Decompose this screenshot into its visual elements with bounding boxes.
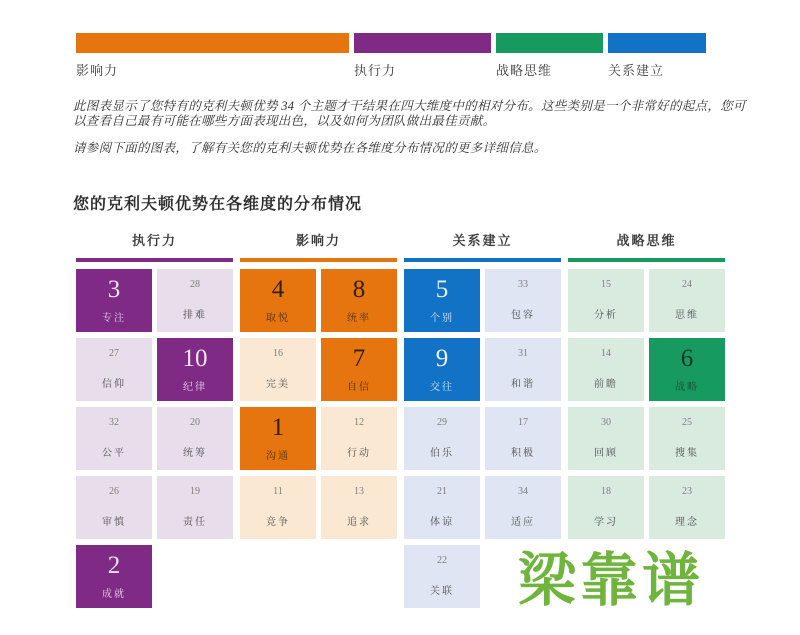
theme-cell	[321, 338, 397, 401]
theme-cell	[568, 338, 644, 401]
bar-swatch-relationship-building	[608, 33, 706, 53]
theme-rank: 13	[354, 486, 364, 497]
theme-rank: 30	[601, 417, 611, 428]
theme-cell	[157, 269, 233, 332]
column-underline-strategic-thinking	[568, 258, 725, 262]
theme-name: 和谐	[511, 379, 535, 390]
theme-rank: 32	[109, 417, 119, 428]
theme-rank: 33	[518, 279, 528, 290]
column-header-influencing: 影响力	[295, 233, 341, 248]
theme-name: 完美	[266, 379, 290, 390]
column-header-executing: 执行力	[131, 233, 177, 248]
theme-rank: 20	[190, 417, 200, 428]
theme-name: 个别	[430, 313, 454, 324]
theme-rank: 34	[518, 486, 528, 497]
theme-rank: 6	[680, 345, 694, 372]
column-underline-influencing	[240, 258, 397, 262]
theme-name: 统率	[347, 313, 371, 324]
domain-column-executing	[76, 230, 233, 608]
theme-name: 战略	[675, 382, 699, 393]
theme-rank: 2	[107, 552, 121, 579]
theme-cell	[240, 269, 316, 332]
theme-rank: 28	[190, 279, 200, 290]
intro-paragraph-2: 请参阅下面的图表，了解有关您的克利夫顿优势在各维度分布情况的更多详细信息。	[73, 141, 547, 155]
theme-cell	[404, 338, 480, 401]
theme-rank: 29	[437, 417, 447, 428]
theme-name: 成就	[102, 589, 126, 600]
theme-cell	[76, 476, 152, 539]
theme-rank: 27	[109, 348, 119, 359]
theme-cell	[157, 476, 233, 539]
bar-label-influencing: 影响力	[76, 63, 119, 78]
bar-segment-relationship-building	[608, 33, 706, 79]
theme-name: 审慎	[102, 517, 126, 528]
theme-cell	[240, 338, 316, 401]
theme-rank: 7	[352, 345, 366, 372]
theme-name: 竞争	[266, 517, 290, 528]
column-underline-relationship-building	[404, 258, 561, 262]
theme-cell	[404, 407, 480, 470]
theme-name: 行动	[347, 448, 371, 459]
theme-name: 思维	[675, 310, 699, 321]
theme-rank: 9	[435, 345, 449, 372]
theme-cell	[649, 476, 725, 539]
theme-cell	[157, 338, 233, 401]
theme-name: 统筹	[183, 448, 207, 459]
theme-name: 回顾	[594, 448, 618, 459]
theme-cell	[568, 407, 644, 470]
watermark-text: 梁靠谱	[518, 548, 705, 613]
theme-name: 专注	[102, 313, 126, 324]
theme-cell	[649, 338, 725, 401]
theme-name: 取悦	[266, 313, 290, 324]
theme-cell	[485, 407, 561, 470]
theme-rank: 31	[518, 348, 528, 359]
theme-cell	[76, 338, 152, 401]
theme-rank: 1	[271, 414, 285, 441]
theme-cell	[485, 338, 561, 401]
theme-name: 交往	[430, 382, 454, 393]
bar-segment-strategic-thinking	[496, 33, 603, 79]
bar-swatch-executing	[354, 33, 491, 53]
theme-cell	[568, 476, 644, 539]
theme-name: 积极	[511, 448, 535, 459]
bar-swatch-strategic-thinking	[496, 33, 603, 53]
theme-name: 分析	[594, 310, 618, 321]
theme-cells-strategic-thinking	[568, 269, 725, 539]
theme-cell	[157, 407, 233, 470]
theme-name: 搜集	[675, 448, 699, 459]
theme-name: 理念	[675, 517, 699, 528]
theme-rank: 5	[435, 276, 449, 303]
theme-name: 追求	[347, 517, 371, 528]
theme-cell	[649, 269, 725, 332]
theme-cell	[568, 269, 644, 332]
theme-name: 自信	[347, 382, 371, 393]
theme-cell	[321, 476, 397, 539]
theme-rank: 11	[273, 486, 283, 497]
theme-rank: 12	[354, 417, 364, 428]
theme-rank: 18	[601, 486, 611, 497]
theme-rank: 24	[682, 279, 692, 290]
theme-cells-influencing	[240, 269, 397, 539]
theme-cell	[404, 269, 480, 332]
theme-name: 伯乐	[430, 448, 454, 459]
theme-cell	[404, 476, 480, 539]
theme-name: 沟通	[266, 451, 290, 462]
theme-cell	[321, 407, 397, 470]
bar-label-executing: 执行力	[354, 63, 397, 78]
column-header-relationship-building: 关系建立	[452, 233, 513, 248]
theme-rank: 10	[182, 345, 208, 372]
theme-cell	[240, 407, 316, 470]
theme-rank: 22	[437, 555, 447, 566]
theme-rank: 19	[190, 486, 200, 497]
domain-column-influencing	[240, 230, 397, 608]
bar-label-relationship-building: 关系建立	[608, 63, 665, 78]
theme-cell	[76, 545, 152, 608]
domain-distribution-bar	[76, 33, 706, 79]
theme-name: 信仰	[102, 379, 126, 390]
intro-paragraph-1: 此图表显示了您特有的克利夫顿优势 34 个主题才干结果在四大维度中的相对分布。这些类别是一个非常好的起点，您可以查看自己最有可能在哪些方面表现出色，以及如何为团队做出最佳贡献。	[73, 99, 746, 128]
theme-rank: 26	[109, 486, 119, 497]
theme-rank: 14	[601, 348, 611, 359]
theme-name: 公平	[102, 448, 126, 459]
theme-name: 责任	[183, 517, 207, 528]
bar-swatch-influencing	[76, 33, 349, 53]
theme-name: 学习	[594, 517, 618, 528]
section-title: 您的克利夫顿优势在各维度的分布情况	[73, 196, 363, 213]
theme-name: 排难	[183, 310, 207, 321]
column-underline-executing	[76, 258, 233, 262]
theme-cell	[404, 545, 480, 608]
theme-cell	[76, 269, 152, 332]
bar-segment-executing	[354, 33, 491, 79]
theme-cell	[321, 269, 397, 332]
theme-rank: 25	[682, 417, 692, 428]
theme-name: 体谅	[430, 517, 454, 528]
theme-name: 包容	[511, 310, 535, 321]
theme-cell	[485, 269, 561, 332]
theme-name: 纪律	[183, 382, 207, 393]
column-header-strategic-thinking: 战略思维	[616, 233, 677, 248]
theme-cell	[485, 476, 561, 539]
theme-cell	[649, 407, 725, 470]
theme-rank: 16	[273, 348, 283, 359]
theme-rank: 23	[682, 486, 692, 497]
theme-cell	[76, 407, 152, 470]
theme-cells-executing	[76, 269, 233, 608]
theme-cell	[240, 476, 316, 539]
bar-label-strategic-thinking: 战略思维	[496, 63, 553, 78]
theme-rank: 15	[601, 279, 611, 290]
theme-name: 前瞻	[594, 379, 618, 390]
theme-rank: 3	[107, 276, 121, 303]
theme-rank: 17	[518, 417, 528, 428]
theme-name: 适应	[511, 517, 535, 528]
theme-rank: 4	[271, 276, 285, 303]
theme-rank: 8	[352, 276, 366, 303]
bar-segment-influencing	[76, 33, 349, 79]
theme-rank: 21	[437, 486, 447, 497]
theme-name: 关联	[430, 586, 454, 597]
